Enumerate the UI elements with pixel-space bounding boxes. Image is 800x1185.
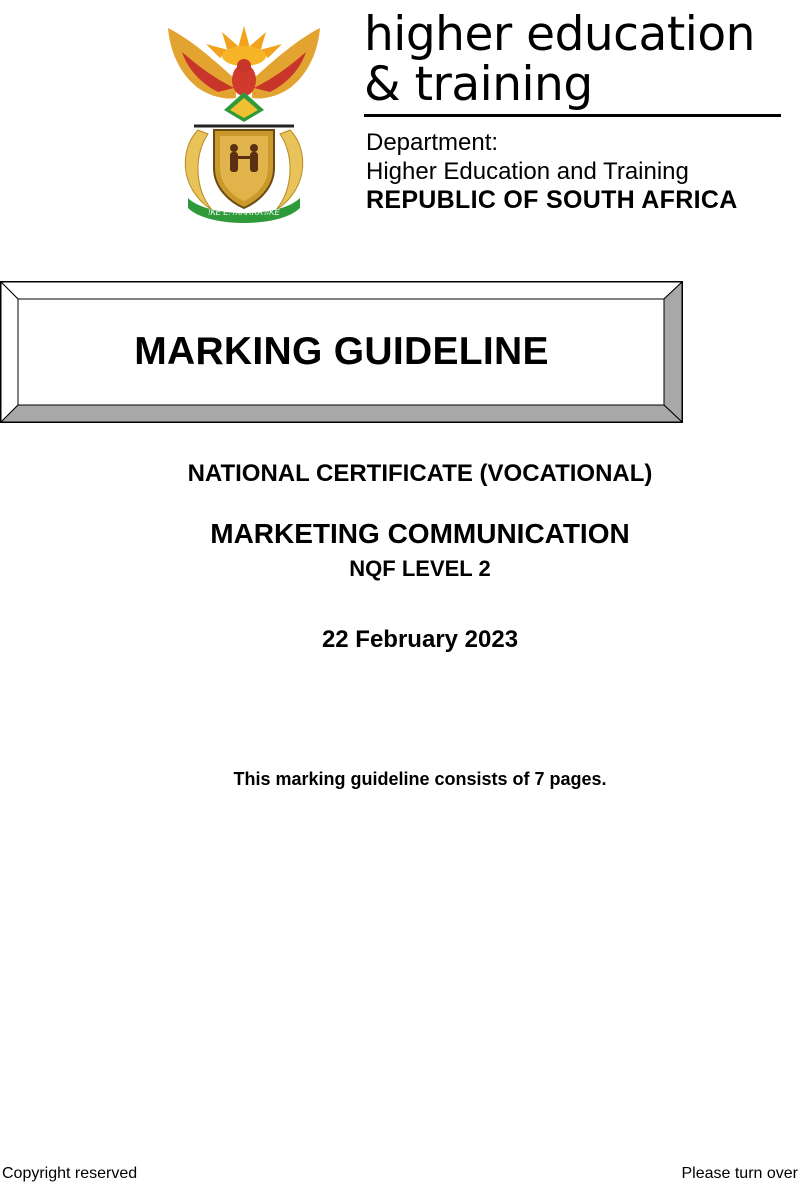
coat-of-arms-emblem xyxy=(158,18,330,224)
document-title: MARKING GUIDELINE xyxy=(134,330,549,373)
department-name xyxy=(366,128,738,215)
country-name: REPUBLIC OF SOUTH AFRICA xyxy=(366,186,738,214)
right-tusk-icon xyxy=(276,130,303,210)
page-count-note: This marking guideline consists of 7 pages. xyxy=(233,769,607,789)
emblem-motto: !KE E: /XARRA //KE xyxy=(208,208,280,217)
subject-name: MARKETING COMMUNICATION xyxy=(210,518,630,549)
brand-title-line1: higher education xyxy=(364,7,755,62)
nqf-level: NQF LEVEL 2 xyxy=(349,556,491,581)
department-brand xyxy=(364,7,784,214)
brand-divider xyxy=(364,114,781,117)
brand-title-line2: & training xyxy=(364,57,593,112)
copyright-notice: Copyright reserved xyxy=(2,1165,138,1182)
department-full-name: Higher Education and Training xyxy=(366,158,689,185)
department-label: Department: xyxy=(366,129,499,156)
certificate-name: NATIONAL CERTIFICATE (VOCATIONAL) xyxy=(187,460,653,487)
exam-date: 22 February 2023 xyxy=(321,626,519,653)
turn-over-note: Please turn over xyxy=(681,1165,798,1182)
left-tusk-icon xyxy=(185,130,212,210)
